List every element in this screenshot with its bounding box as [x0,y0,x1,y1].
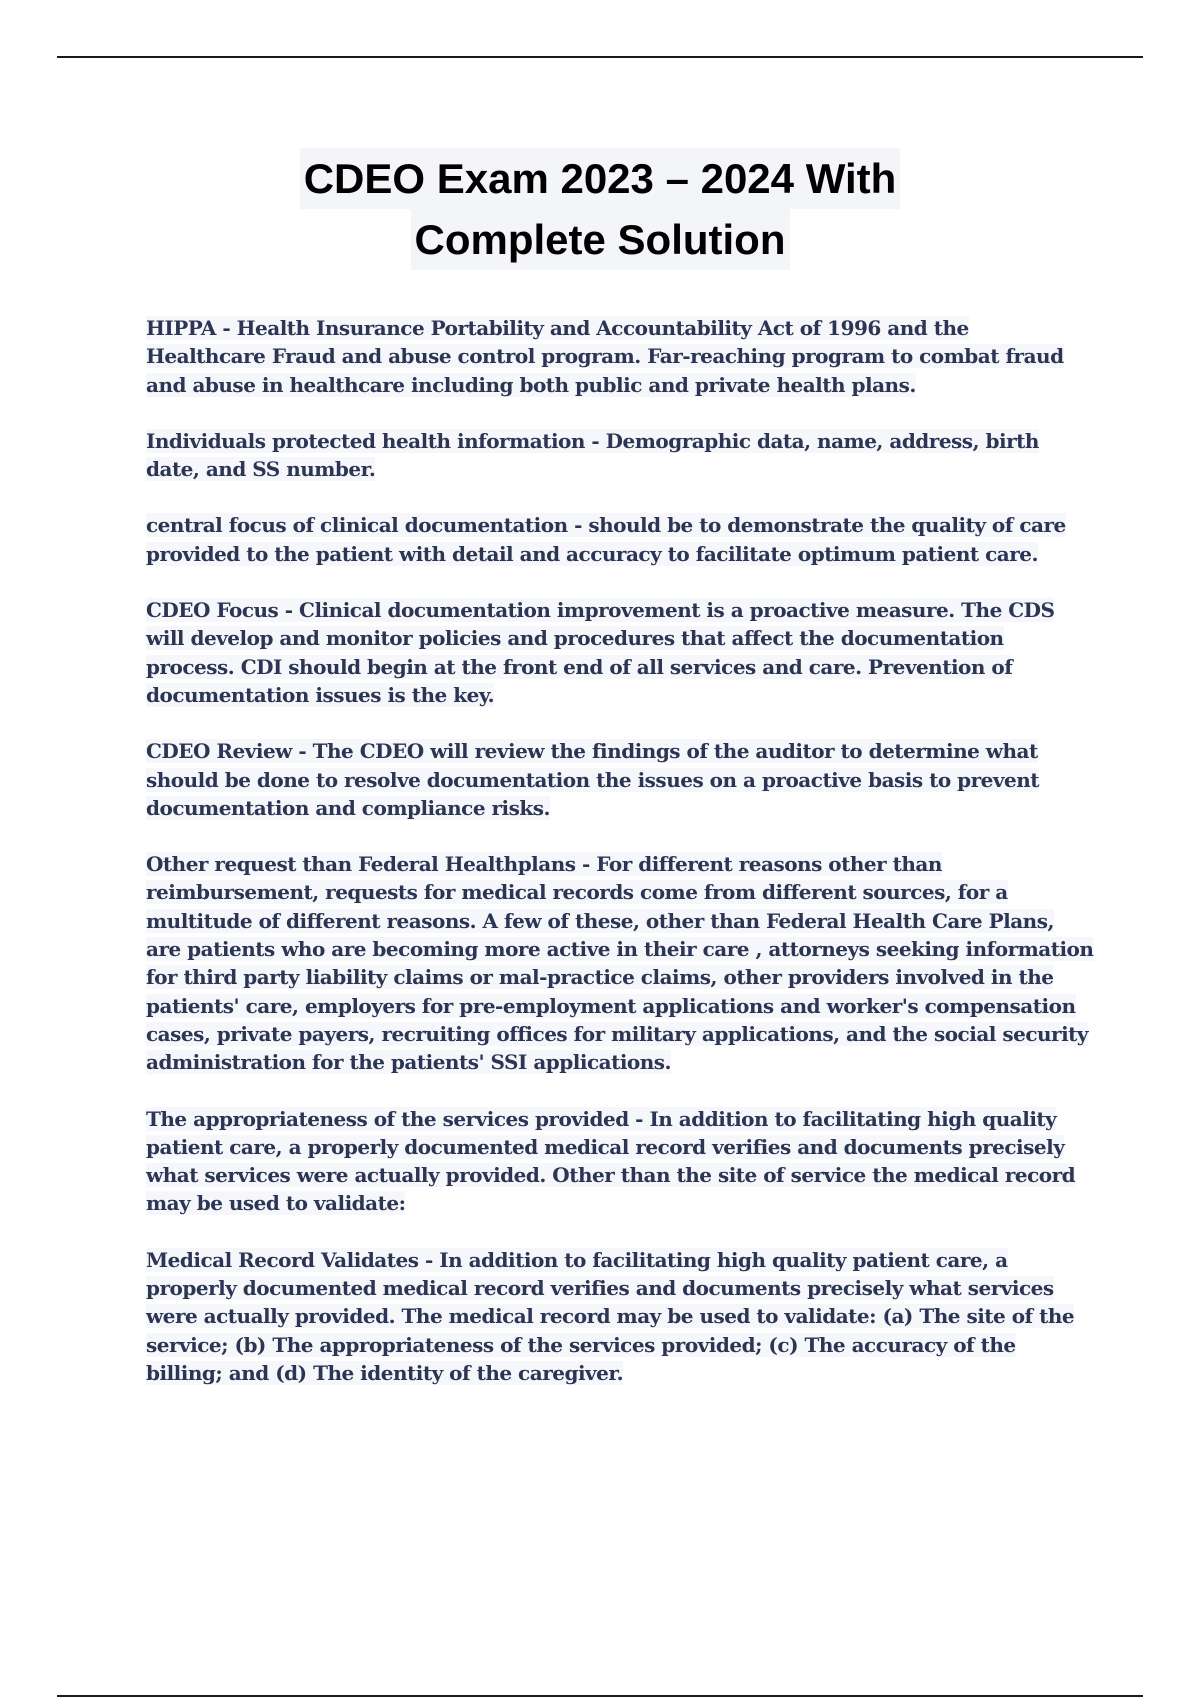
title-line-2: Complete Solution [411,209,790,270]
document-body [146,314,1094,1415]
bottom-rule [57,1695,1143,1697]
document-title [0,148,1200,270]
entry-appropriateness: The appropriateness of the services provided - In addition to facilitating high quality patient care, a properly documented medical record verifies and documents precisely what services were actually provided. Other than the site of service the medical record may be used to validate: [146,1106,1076,1216]
entry-cdeo-review: CDEO Review - The CDEO will review the findings of the auditor to determine what should be done to resolve documentation the issues on a proactive basis to prevent documentation and compliance risks. [146,739,1040,820]
entry-protected-health-information: Individuals protected health information - Demographic data, name, address, birth date, and SS number. [146,428,1039,482]
entry-central-focus: central focus of clinical documentation - should be to demonstrate the quality of care provided to the patient with detail and accuracy to facilitate optimum patient care. [146,513,1066,566]
title-line-1: CDEO Exam 2023 – 2024 With [300,148,901,209]
entry-cdeo-focus: CDEO Focus - Clinical documentation improvement is a proactive measure. The CDS will develop and monitor policies and procedures that affect the documentation process. CDI should begin at the front end of all services and care. Prevention of documentation issues is the key. [146,598,1055,707]
entry-medical-record-validates: Medical Record Validates - In addition to facilitating high quality patient care, a properly documented medical record verifies and documents precisely what services were actually provided. The medical record may be used to validate: (a) The site of the service; (b) The appropriateness of the services provided; (c) The accuracy of the billing; and (d) The identity of the caregiver. [146,1247,1075,1385]
entry-hippa: HIPPA - Health Insurance Portability and Accountability Act of 1996 and the Healthcare Fraud and abuse control program. Far-reaching program to combat fraud and abuse in healthcare including both public and private health plans. [146,316,1064,397]
top-rule [57,56,1143,58]
entry-other-requests: Other request than Federal Healthplans - For different reasons other than reimbursement, requests for medical records come from different sources, for a multitude of different reasons. A few of these, other than Federal Health Care Plans, are patients who are becoming more active in their care , attorneys seeking information for third party liability claims or mal-practice claims, other providers involved in the patients' care, employers for pre-employment applications and worker's compensation cases, private payers, recruiting offices for military applications, and the social security administration for the patients' SSI applications. [146,852,1094,1075]
